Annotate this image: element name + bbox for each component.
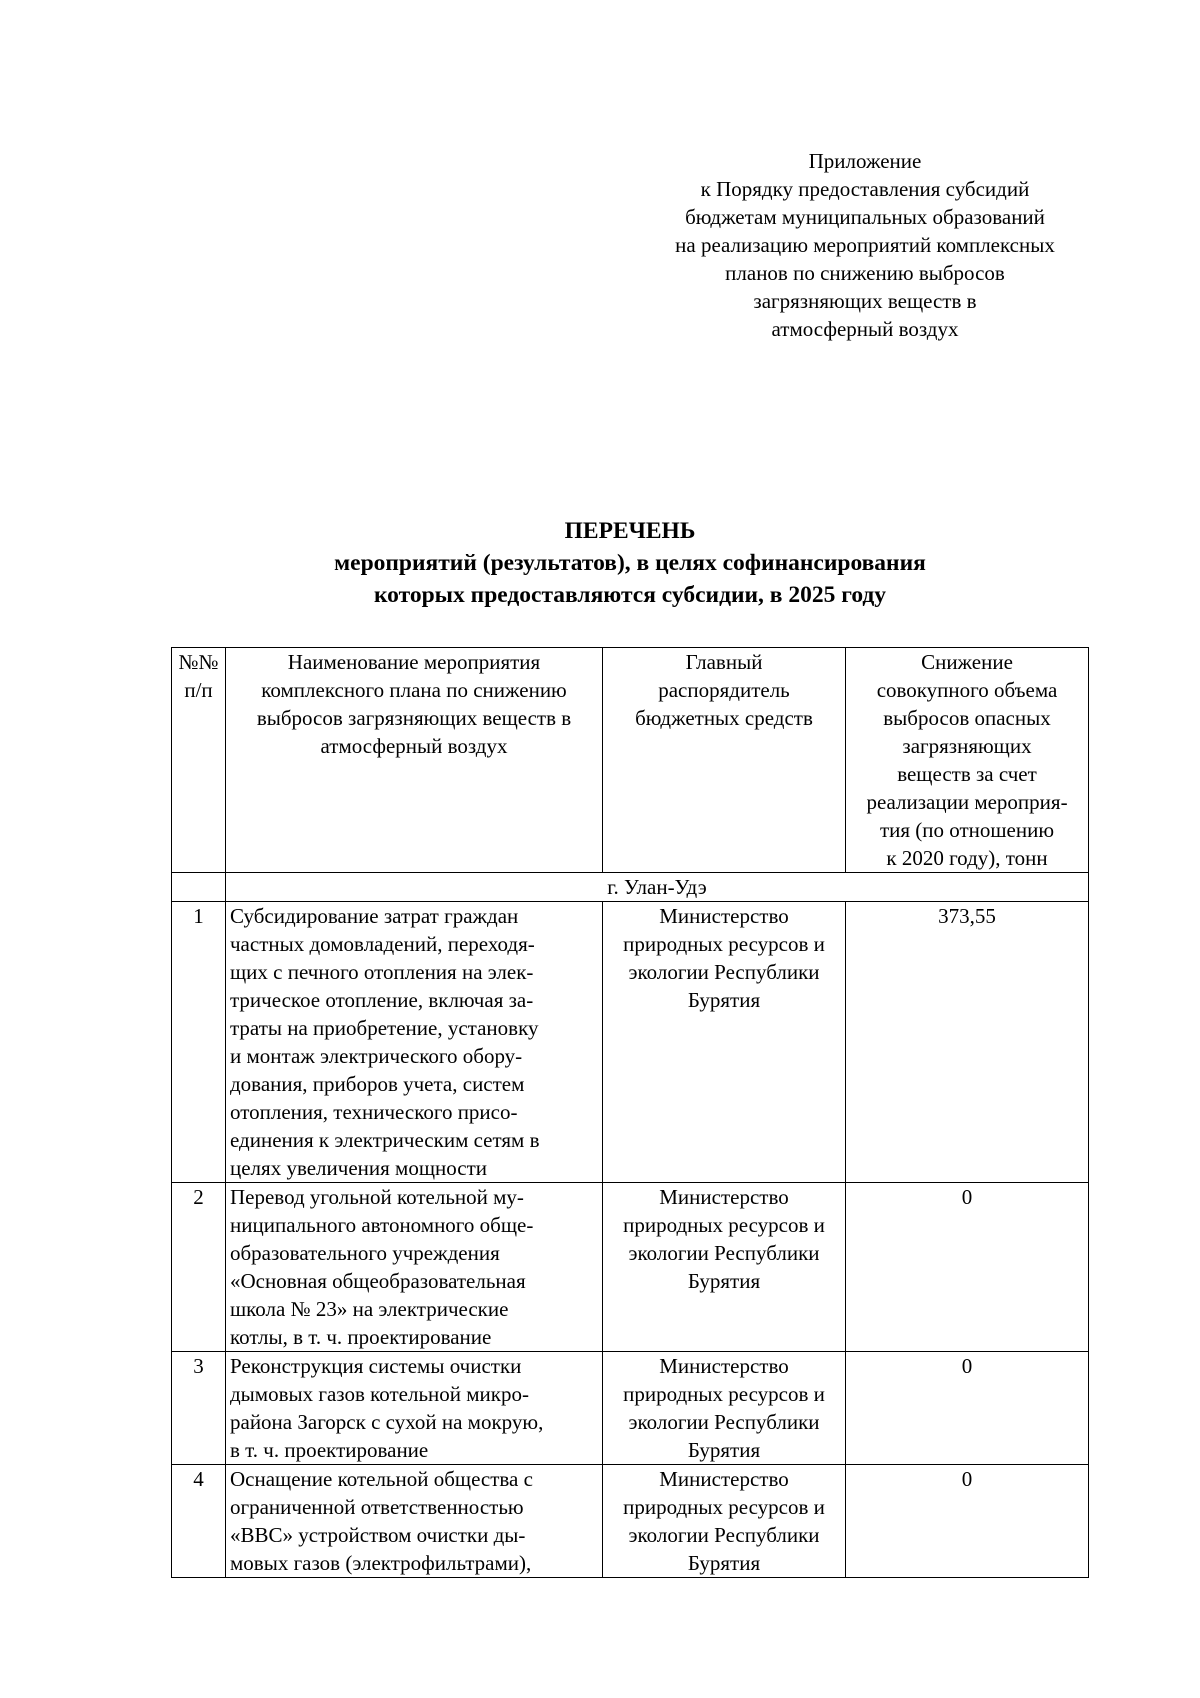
table-row (172, 902, 1089, 1183)
row-name-line: Оснащение котельной общества с (230, 1467, 533, 1491)
title-heading: ПЕРЕЧЕНЬ (564, 518, 696, 544)
title-line: мероприятий (результатов), в целях софинансирования (334, 550, 926, 576)
row-reduction: 0 (846, 1183, 1089, 1352)
row-name-line: Реконструкция системы очистки (230, 1354, 522, 1378)
row-manager-line: экологии Республики (628, 1410, 820, 1434)
document-title (150, 515, 1110, 611)
row-name-line: района Загорск с сухой на мокрую, (230, 1410, 544, 1434)
row-manager (603, 902, 846, 1183)
row-name (226, 1183, 603, 1352)
row-manager-line: Министерство (659, 1467, 789, 1491)
row-manager-line: экологии Республики (628, 1523, 820, 1547)
row-num: 1 (172, 902, 226, 1183)
header-reduction-line: тия (по отношению (879, 818, 1055, 842)
header-reduction-line: к 2020 году), тонн (886, 846, 1048, 870)
header-reduction-line: выбросов опасных (883, 706, 1051, 730)
row-manager-line: Министерство (659, 1354, 789, 1378)
row-name-line: дымовых газов котельной микро- (230, 1382, 529, 1406)
row-name-line: школа № 23» на электрические (230, 1297, 509, 1321)
header-manager (603, 648, 846, 873)
row-name-line: образовательного учреждения (230, 1241, 500, 1265)
row-num: 3 (172, 1352, 226, 1465)
header-reduction-line: реализации мероприя- (866, 790, 1068, 814)
row-name-line: Перевод угольной котельной му- (230, 1185, 524, 1209)
row-reduction: 0 (846, 1465, 1089, 1578)
header-manager-line: Главный (685, 650, 763, 674)
row-num: 2 (172, 1183, 226, 1352)
row-manager-line: Министерство (659, 904, 789, 928)
row-name (226, 1352, 603, 1465)
row-name-line: в т. ч. проектирование (230, 1438, 429, 1462)
row-name-line: ниципального автономного обще- (230, 1213, 534, 1237)
header-reduction-line: загрязняющих (902, 734, 1032, 758)
header-manager-line: распорядитель (658, 678, 790, 702)
header-name-line: Наименование мероприятия (287, 650, 541, 674)
row-manager-line: Бурятия (687, 1269, 761, 1293)
row-name-line: «ВВС» устройством очистки ды- (230, 1523, 526, 1547)
row-name-line: ограниченной ответственностью (230, 1495, 524, 1519)
appendix-line: бюджетам муниципальных образований (685, 205, 1045, 229)
row-name-line: частных домовладений, переходя- (230, 932, 535, 956)
appendix-line: атмосферный воздух (771, 317, 959, 341)
section-row (172, 873, 1089, 902)
row-manager-line: природных ресурсов и (623, 1495, 825, 1519)
row-manager-line: Бурятия (687, 1551, 761, 1575)
row-manager-line: природных ресурсов и (623, 1382, 825, 1406)
header-name-line: выбросов загрязняющих веществ в (256, 706, 572, 730)
row-manager-line: экологии Республики (628, 960, 820, 984)
row-reduction: 373,55 (846, 902, 1089, 1183)
row-name-line: дования, приборов учета, систем (230, 1072, 525, 1096)
row-name-line: отопления, технического присо- (230, 1100, 518, 1124)
table-row (172, 1465, 1089, 1578)
appendix-note (640, 147, 1090, 343)
row-name-line: траты на приобретение, установку (230, 1016, 539, 1040)
header-num-line: №№ (178, 650, 219, 674)
row-manager (603, 1352, 846, 1465)
row-name-line: «Основная общеобразовательная (230, 1269, 526, 1293)
row-manager-line: Министерство (659, 1185, 789, 1209)
appendix-line: Приложение (808, 149, 922, 173)
row-manager-line: Бурятия (687, 1438, 761, 1462)
row-name (226, 1465, 603, 1578)
header-reduction-line: совокупного объема (876, 678, 1058, 702)
header-name-line: атмосферный воздух (320, 734, 508, 758)
header-name (226, 648, 603, 873)
row-name-line: мовых газов (электрофильтрами), (230, 1551, 532, 1575)
row-manager-line: природных ресурсов и (623, 932, 825, 956)
row-name-line: и монтаж электрического обору- (230, 1044, 523, 1068)
header-reduction-line: Снижение (921, 650, 1013, 674)
row-name-line: Субсидирование затрат граждан (230, 904, 519, 928)
row-manager (603, 1183, 846, 1352)
section-title: г. Улан-Удэ (226, 873, 1089, 902)
appendix-line: на реализацию мероприятий комплексных (675, 233, 1055, 257)
row-num: 4 (172, 1465, 226, 1578)
appendix-line: планов по снижению выбросов (725, 261, 1005, 285)
row-name-line: трическое отопление, включая за- (230, 988, 534, 1012)
section-empty-cell (172, 873, 226, 902)
row-name-line: единения к электрическим сетям в (230, 1128, 540, 1152)
row-name-line: целях увеличения мощности (230, 1156, 488, 1180)
table-row (172, 1183, 1089, 1352)
header-num (172, 648, 226, 873)
row-name-line: щих с печного отопления на элек- (230, 960, 534, 984)
appendix-line: к Порядку предоставления субсидий (700, 177, 1030, 201)
appendix-line: загрязняющих веществ в (753, 289, 977, 313)
title-line: которых предоставляются субсидии, в 2025 году (373, 582, 887, 608)
header-name-line: комплексного плана по снижению (261, 678, 567, 702)
header-manager-line: бюджетных средств (635, 706, 813, 730)
row-manager (603, 1465, 846, 1578)
row-reduction: 0 (846, 1352, 1089, 1465)
row-manager-line: экологии Республики (628, 1241, 820, 1265)
header-reduction (846, 648, 1089, 873)
header-reduction-line: веществ за счет (897, 762, 1037, 786)
row-name-line: котлы, в т. ч. проектирование (230, 1325, 492, 1349)
row-name (226, 902, 603, 1183)
table-header-row (172, 648, 1089, 873)
row-manager-line: природных ресурсов и (623, 1213, 825, 1237)
table-row (172, 1352, 1089, 1465)
measures-table (171, 647, 1089, 1578)
row-manager-line: Бурятия (687, 988, 761, 1012)
header-num-line: п/п (184, 678, 213, 702)
